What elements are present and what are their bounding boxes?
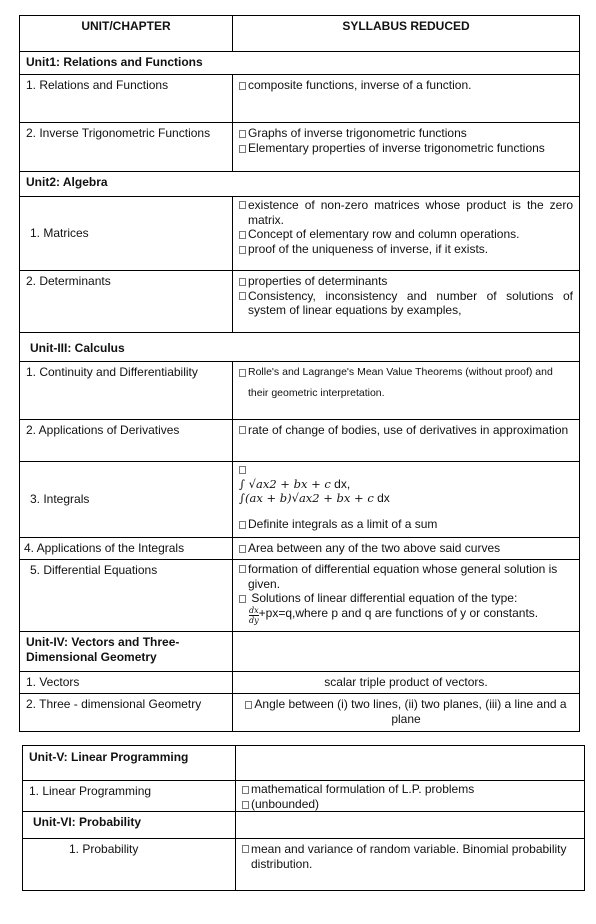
table-row <box>20 75 580 123</box>
syllabus-item: Graphs of inverse trigonometric functions <box>248 126 467 140</box>
table-row <box>20 420 580 462</box>
bullet-box-icon <box>239 466 246 474</box>
unit6-row <box>23 812 585 839</box>
syllabus-item: Elementary properties of inverse trigonometric functions <box>248 140 545 155</box>
integral-suffix: dx, <box>330 476 351 491</box>
bullet-box-icon <box>242 845 249 853</box>
integral-formula-2: ∫(ax + b)√ax2 + bx + c <box>239 491 374 505</box>
syllabus-item: existence of non-zero matrices whose product is the zero matrix. <box>248 198 573 227</box>
bullet-box-icon <box>245 701 252 709</box>
chapter-name: 5. Differential Equations <box>20 560 233 631</box>
table-row <box>20 197 580 271</box>
fraction-numerator: dx <box>249 605 259 615</box>
syllabus-item: properties of determinants <box>248 274 388 288</box>
bullet-box-icon <box>242 786 249 794</box>
bullet-box-icon <box>239 369 246 377</box>
unit5-row <box>23 746 585 781</box>
unit-heading: Unit-III: Calculus <box>30 341 125 355</box>
chapter-name: 1. Continuity and Differentiability <box>20 362 233 419</box>
chapter-name: 4. Applications of the Integrals <box>20 538 233 559</box>
unit-heading: Unit-VI: Probability <box>23 812 236 838</box>
fraction-denominator: dy <box>249 615 259 625</box>
bullet-box-icon <box>239 246 246 254</box>
integral-suffix: dx <box>373 491 390 505</box>
syllabus-item: composite functions, inverse of a function. <box>248 78 472 92</box>
chapter-name: 1. Probability <box>23 839 236 890</box>
header-unit-chapter: UNIT/CHAPTER <box>20 16 233 51</box>
table-row <box>20 123 580 172</box>
syllabus-item: +px=q,where p and q are functions of y or constants. <box>258 605 539 620</box>
fraction-dx-dy <box>249 606 259 625</box>
table-row <box>20 560 580 632</box>
chapter-name: 2. Three - dimensional Geometry <box>20 694 233 731</box>
integral-formula-1: ∫ √ax2 + bx + c <box>239 476 331 491</box>
table-row <box>20 538 580 560</box>
table-row <box>20 362 580 420</box>
chapter-name: 2. Applications of Derivatives <box>20 420 233 461</box>
syllabus-item: Solutions of linear differential equation of the type: <box>248 591 518 605</box>
bullet-box-icon <box>239 292 246 300</box>
bullet-box-icon <box>242 801 249 809</box>
chapter-name: 2. Inverse Trigonometric Functions <box>20 123 233 171</box>
syllabus-item: formation of differential equation whose general solution is given. <box>248 562 558 591</box>
syllabus-item: mean and variance of random variable. Binomial probability distribution. <box>251 842 567 871</box>
syllabus-table-secondary <box>22 745 585 891</box>
unit1-row <box>20 52 580 75</box>
table-row <box>20 672 580 694</box>
chapter-name: 1. Relations and Functions <box>20 75 233 122</box>
unit-heading: Unit-IV: Vectors and Three-Dimensional Geometry <box>20 632 233 671</box>
syllabus-item: rate of change of bodies, use of derivatives in approximation <box>248 423 569 437</box>
bullet-box-icon <box>239 545 246 553</box>
chapter-name: 2. Determinants <box>20 271 233 332</box>
chapter-name: 1. Linear Programming <box>23 781 236 811</box>
syllabus-item: (unbounded) <box>251 796 320 811</box>
chapter-name: 3. Integrals <box>30 492 90 507</box>
unit-heading: Unit1: Relations and Functions <box>26 55 203 69</box>
unit-heading: Unit2: Algebra <box>26 175 108 189</box>
syllabus-item: Rolle's and Lagrange's Mean Value Theorems (without proof) and their geometric interpretation. <box>248 366 553 399</box>
header-syllabus-reduced: SYLLABUS REDUCED <box>233 16 580 51</box>
table-row <box>20 271 580 333</box>
syllabus-item: Definite integrals as a limit of a sum <box>248 516 438 531</box>
chapter-name: 1. Vectors <box>20 672 233 693</box>
table-row <box>23 781 585 812</box>
syllabus-item: Angle between (i) two lines, (ii) two planes, (iii) a line and a plane <box>254 697 567 726</box>
syllabus-item: proof of the uniqueness of inverse, if it exists. <box>248 241 489 256</box>
unit2-row <box>20 172 580 197</box>
table-row <box>23 839 585 891</box>
syllabus-item: Area between any of the two above said curves <box>248 541 501 555</box>
bullet-box-icon <box>239 201 246 209</box>
bullet-box-icon <box>239 426 246 434</box>
table-row <box>20 462 580 538</box>
bullet-box-icon <box>239 595 246 603</box>
bullet-box-icon <box>239 521 246 529</box>
header-row <box>20 16 580 52</box>
bullet-box-icon <box>239 278 246 286</box>
syllabus-item: mathematical formulation of L.P. problems <box>251 782 475 796</box>
bullet-box-icon <box>239 145 246 153</box>
unit-heading: Unit-V: Linear Programming <box>23 746 236 780</box>
table-row <box>20 694 580 732</box>
syllabus-item: Concept of elementary row and column operations. <box>248 227 520 241</box>
bullet-box-icon <box>239 565 246 573</box>
chapter-name: 1. Matrices <box>30 226 89 241</box>
syllabus-item: Consistency, inconsistency and number of solutions of system of linear equations by examples, <box>248 288 573 317</box>
syllabus-table-main <box>19 15 580 732</box>
unit3-row <box>20 333 580 362</box>
unit4-row <box>20 632 580 672</box>
syllabus-item: scalar triple product of vectors. <box>233 672 580 693</box>
bullet-box-icon <box>239 231 246 239</box>
bullet-box-icon <box>239 82 246 90</box>
bullet-box-icon <box>239 130 246 138</box>
